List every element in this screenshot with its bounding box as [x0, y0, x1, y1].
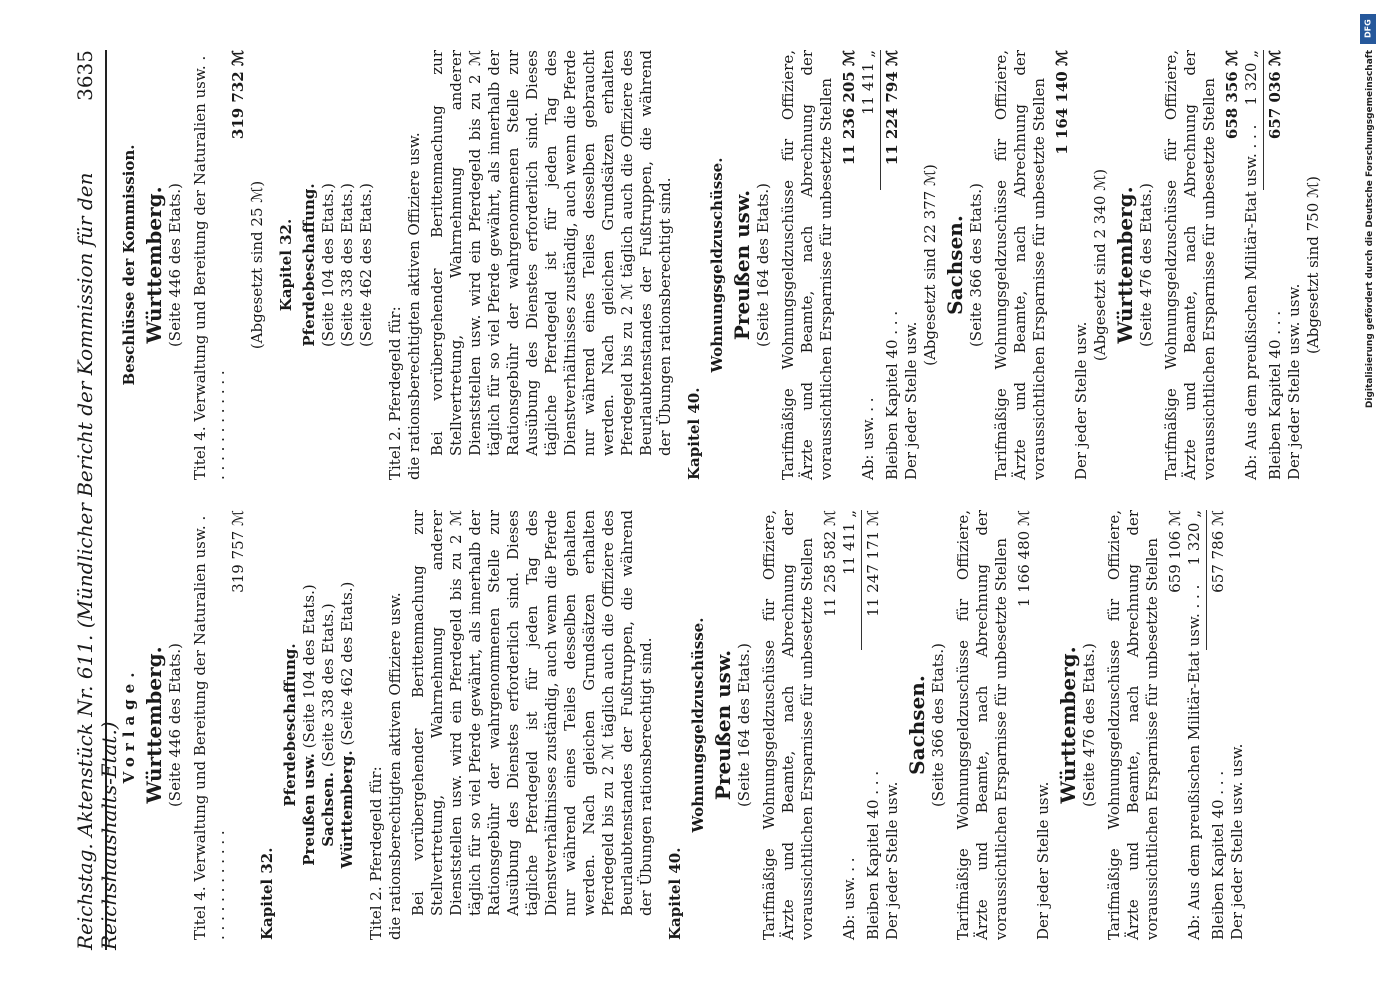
titel2-label: Titel 2. — [367, 886, 385, 940]
wuerttemberg-ab: Ab: Aus dem preußischen Militär-Etat usw. . . . — [1185, 584, 1203, 940]
vorlage-heading: Vorlage. — [120, 666, 138, 784]
r-preussen-amount: 11 236 205 ℳ — [840, 50, 858, 166]
wohnung-heading: Wohnungsgeldzuschüsse. — [689, 617, 707, 833]
r-preussen-bleiben-amount: 11 224 794 ℳ — [883, 50, 901, 166]
r-wuerttemberg-sub-1: (Seite 446 des Etats.) — [166, 182, 184, 348]
sachsen-der: Der jeder Stelle usw. — [1034, 781, 1052, 940]
r-pferdebeschaffung-heading: Pferdebeschaffung. — [300, 183, 318, 347]
titel4-text: Verwaltung und Bereitung der Naturalien usw. . . . . . . . . . . . . . — [191, 515, 228, 940]
preussen-ab: Ab: usw. . . — [840, 857, 858, 940]
page-header — [65, 50, 121, 950]
sachsen-heading: Sachsen. — [319, 772, 337, 847]
page-number: 3635 — [73, 50, 97, 101]
column-vorlage — [120, 510, 1247, 940]
r-preussen-der: Der jeder Stelle usw. — [902, 321, 920, 480]
r-sachsen-note: (Abgesetzt sind 2 340 ℳ) — [1091, 168, 1109, 362]
r-wuerttemberg-note: (Abgesetzt sind 750 ℳ) — [1304, 176, 1322, 354]
r-titel2-label: Titel 2. — [386, 426, 404, 480]
r-wuerttemberg-ab-amount: 1 320 „ — [1242, 50, 1260, 106]
r-preussen-sub: (Seite 104 des Etats.) — [319, 182, 337, 348]
sachsen-sub: (Seite 338 des Etats.) — [319, 603, 337, 768]
r-titel2-intro: Pferdegeld für: — [386, 306, 404, 422]
wuerttemberg-der: Der jeder Stelle usw. usw. — [1228, 743, 1246, 940]
r-titel4-text: Verwaltung und Bereitung der Naturalien usw. . . . . . . . . . . . . . — [191, 55, 228, 480]
wuerttemberg-heading-2: Württemberg. — [338, 750, 356, 869]
preussen-der: Der jeder Stelle usw. — [883, 781, 901, 940]
kapitel40-heading: Kapitel 40. — [666, 847, 684, 940]
r-preussen-bleiben: Bleiben Kapitel 40 . . . — [883, 310, 901, 480]
r-wuerttemberg-heading-3: Württemberg. — [1113, 186, 1137, 344]
wuerttemberg-bleiben: Bleiben Kapitel 40 . . . — [1209, 770, 1227, 940]
preussen-sub: (Seite 104 des Etats.) — [300, 584, 318, 749]
r-wuerttemberg-amount: 658 356 ℳ — [1223, 50, 1241, 140]
r-wuerttemberg-bleiben: Bleiben Kapitel 40 . . . — [1266, 310, 1284, 480]
sachsen-amount: 1 166 480 ℳ — [1015, 510, 1033, 608]
column-beschluesse — [120, 50, 1323, 480]
preussen-amount: 11 258 582 ℳ — [821, 510, 839, 617]
titel2-intro: Pferdegeld für: — [367, 766, 385, 882]
r-wuerttemberg-bleiben-amount: 657 036 ℳ — [1266, 50, 1284, 140]
sachsen-sub-3: (Seite 366 des Etats.) — [929, 642, 947, 808]
wuerttemberg-sub-3: (Seite 476 des Etats.) — [1080, 642, 1098, 808]
r-tarif-text-2: Tarifmäßige Wohnungsgeldzuschüsse für Offiziere, Ärzte und Beamte, nach Abrechnung der voraussichtlichen Ersparnisse für unbesetzte Stellen — [992, 50, 1048, 480]
r-wuerttemberg-der: Der jeder Stelle usw. usw. — [1285, 283, 1303, 480]
r-wuerttemberg-sub-3: (Seite 476 des Etats.) — [1137, 182, 1155, 348]
preussen-heading-3: Preußen usw. — [711, 649, 735, 801]
preussen-ab-amount: 11 411 „ — [840, 510, 858, 576]
r-titel4-row — [191, 50, 267, 480]
rotated-page — [60, 0, 1320, 1000]
preussen-bleiben-amount: 11 247 171 ℳ — [864, 510, 882, 617]
r-wuerttemberg-ab: Ab: Aus dem preußischen Militär-Etat usw. . . . — [1242, 124, 1260, 480]
header-title: Reichstag. Aktenstück Nr. 611. (Mündlicher Bericht der Kommission für den Reichshaushalts-Etat.) — [73, 172, 121, 950]
r-sachsen-sub: (Seite 338 des Etats.) — [338, 182, 356, 348]
titel4-row — [191, 510, 248, 940]
r-sachsen-heading-3: Sachsen. — [943, 215, 967, 315]
r-tarif-text-1: Tarifmäßige Wohnungsgeldzuschüsse für Offiziere, Ärzte und Beamte, nach Abrechnung der voraussichtlichen Ersparnisse für unbesetzte Stellen — [779, 50, 835, 480]
r-titel4-label: Titel 4. — [191, 426, 209, 480]
wuerttemberg-heading-1: Württemberg. — [142, 646, 166, 804]
r-preussen-ab: Ab: usw. . . — [859, 397, 877, 480]
r-kapitel40-heading: Kapitel 40. — [685, 387, 703, 480]
dfg-logo-icon: DFG — [1360, 14, 1376, 44]
pferdebeschaffung-heading: Pferdebeschaffung. — [281, 643, 299, 807]
tarif-text-1: Tarifmäßige Wohnungsgeldzuschüsse für Offiziere, Ärzte und Beamte, nach Abrechnung der voraussichtlichen Ersparnisse für unbesetzte Stellen — [760, 510, 816, 940]
r-titel4-amount: 319 732 ℳ — [229, 50, 247, 140]
r-preussen-heading-3: Preußen usw. — [730, 189, 754, 341]
tarif-text-2: Tarifmäßige Wohnungsgeldzuschüsse für Offiziere, Ärzte und Beamte, nach Abrechnung der voraussichtlichen Ersparnisse für unbesetzte Stellen — [954, 510, 1010, 940]
watermark-text: Digitalisierung gefördert durch die Deutsche Forschungsgemeinschaft — [1365, 50, 1375, 409]
sachsen-heading-3: Sachsen. — [905, 675, 929, 775]
r-preussen-note: (Abgesetzt sind 22 377 ℳ) — [921, 164, 939, 366]
r-titel4-note: (Abgesetzt sind 25 ℳ) — [248, 180, 266, 350]
titel4-label: Titel 4. — [191, 886, 209, 940]
r-wuerttemberg-heading-1: Württemberg. — [142, 186, 166, 344]
wuerttemberg-bleiben-amount: 657 786 ℳ — [1209, 510, 1227, 593]
wuerttemberg-heading-3: Württemberg. — [1056, 646, 1080, 804]
titel2-line: die rationsberechtigten aktiven Offiziere usw. — [386, 592, 404, 940]
wuerttemberg-sub-2: (Seite 462 des Etats.) — [338, 581, 356, 746]
r-preussen-ab-amount: 11 411 „ — [859, 50, 877, 116]
preussen-heading: Preußen usw. — [300, 753, 318, 866]
r-kapitel32-heading: Kapitel 32. — [277, 218, 295, 312]
preussen-sub-3: (Seite 164 des Etats.) — [735, 642, 753, 808]
wuerttemberg-ab-amount: 1 320 „ — [1185, 510, 1203, 566]
r-preussen-sub-3: (Seite 164 des Etats.) — [754, 182, 772, 348]
preussen-bleiben: Bleiben Kapitel 40 . . . — [864, 770, 882, 940]
r-titel2-paragraph: Bei vorübergehender Berittenmachung zur Stellvertretung, Wahrnehmung anderer Dienststellen usw. wird ein Pferdegeld bis zu 2 ℳ täglich für so viel Pferde gewährt, als innerhalb der Rationsgebühr der wahrgenommenen Stelle zur Ausübung des Dienstes erforderlich sind. Dieses tägliche Pferdegeld ist für jeden Tag des Dienstverhältnisses zuständig, auch wenn die Pferde nur während eines Teiles desselben gebraucht werden. Nach gleichen Grundsätzen erhalten Pferdegeld bis zu 2 ℳ täglich auch die Offiziere des Beurlaubtenstandes der Fußtruppen, die während der Übungen rationsberechtigt sind. — [428, 50, 674, 456]
tarif-text-3: Tarifmäßige Wohnungsgeldzuschüsse für Offiziere, Ärzte und Beamte, nach Abrechnung der voraussichtlichen Ersparnisse für unbesetzte Stellen — [1105, 510, 1161, 940]
digitization-watermark — [1357, 6, 1381, 996]
titel2-paragraph: Bei vorübergehender Berittenmachung zur Stellvertretung, Wahrnehmung anderer Dienststellen usw. wird ein Pferdegeld bis zu 2 ℳ täglich für so viel Pferde gewährt, als innerhalb der Rationsgebühr der wahrgenommenen Stelle zur Ausübung des Dienstes erforderlich sind. Dieses tägliche Pferdegeld ist für jeden Tag des Dienstverhältnisses zuständig, auch wenn die Pferde nur während eines Teiles desselben gehalten werden. Nach gleichen Grundsätzen erhalten Pferdegeld bis zu 2 ℳ täglich auch die Offiziere des Beurlaubtenstandes der Fußtruppen, die während der Übungen rationsberechtigt sind. — [409, 510, 655, 916]
beschluesse-heading: Beschlüsse der Kommission. — [120, 144, 138, 386]
wuerttemberg-sub-1: (Seite 446 des Etats.) — [166, 642, 184, 808]
r-sachsen-der: Der jeder Stelle usw. — [1072, 321, 1090, 480]
r-wohnung-heading: Wohnungsgeldzuschüsse. — [708, 157, 726, 373]
wuerttemberg-amount: 659 106 ℳ — [1166, 510, 1184, 593]
r-tarif-text-3: Tarifmäßige Wohnungsgeldzuschüsse für Offiziere, Ärzte und Beamte, nach Abrechnung der voraussichtlichen Ersparnisse für unbesetzte Stellen — [1162, 50, 1218, 480]
r-wuerttemberg-sub-2: (Seite 462 des Etats.) — [357, 182, 375, 348]
kapitel32-heading: Kapitel 32. — [258, 847, 276, 940]
r-sachsen-amount: 1 164 140 ℳ — [1053, 50, 1071, 155]
r-titel2-line: die rationsberechtigten aktiven Offiziere usw. — [405, 132, 423, 480]
titel4-amount: 319 757 ℳ — [229, 510, 247, 593]
r-sachsen-sub-3: (Seite 366 des Etats.) — [967, 182, 985, 348]
